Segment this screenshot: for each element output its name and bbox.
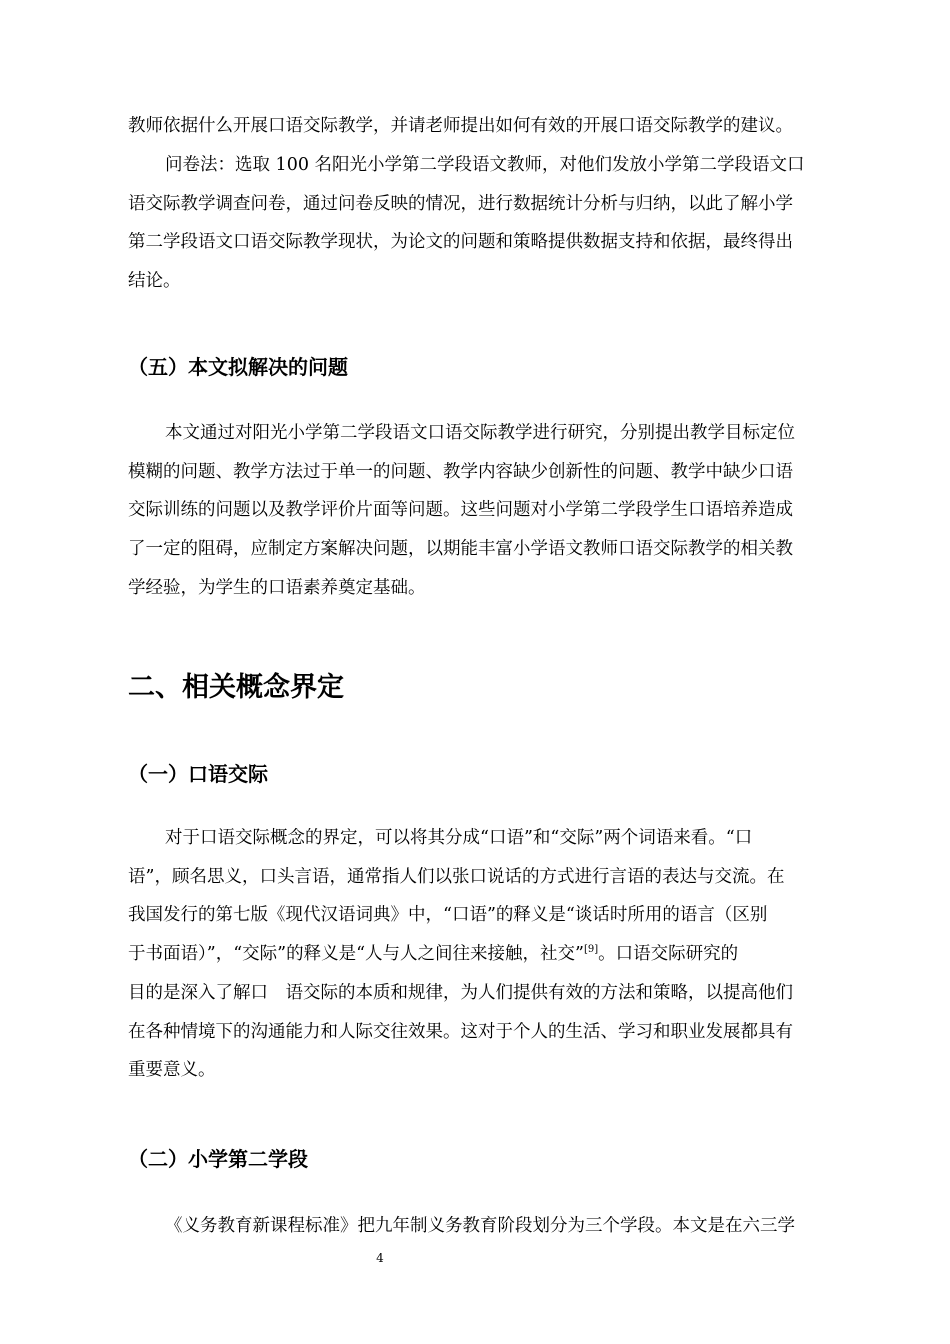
paragraph-oral-communication — [128, 819, 860, 1090]
text-line: 结论。 — [128, 271, 181, 292]
section-heading-5: （五）本文拟解决的问题 — [128, 355, 348, 379]
section-heading-second-stage: （二）小学第二学段 — [128, 1147, 308, 1171]
text-line: 《义务教育新课程标准》把九年制义务教育阶段划分为三个学段。本文是在六三学 — [165, 1216, 795, 1236]
text-fragment: 。口语交际研究的 — [598, 944, 739, 965]
text-line: 学经验，为学生的口语素养奠定基础。 — [128, 577, 426, 598]
text-line: 重要意义。 — [128, 1060, 216, 1081]
text-line: 语”，顾名思义，口头言语，通常指人们以张口说话的方式进行言语的表达与交流。在 — [128, 866, 785, 887]
text-line: 本文通过对阳光小学第二学段语文口语交际教学进行研究，分别提出教学目标定位 — [165, 423, 795, 443]
text-line: 语交际教学调查问卷，通过问卷反映的情况，进行数据统计分析与归纳，以此了解小学 — [128, 193, 793, 214]
paragraph-problems — [128, 414, 860, 608]
section-heading-oral-communication: （一）口语交际 — [128, 762, 268, 786]
text-line: 了一定的阻碍，应制定方案解决问题，以期能丰富小学语文教师口语交际教学的相关教 — [128, 539, 793, 560]
text-line: 对于口语交际概念的界定，可以将其分成“口语”和“交际”两个词语来看。“口 — [165, 828, 753, 848]
text-line: 目的是深入了解口 语交际的本质和规律，为人们提供有效的方法和策略，以提高他们 — [128, 982, 793, 1003]
chapter-heading: 二、相关概念界定 — [128, 672, 344, 703]
text-fragment: 于书面语）”，“交际”的释义是“人与人之间往来接触，社交” — [128, 944, 584, 965]
citation-ref: [9] — [583, 944, 599, 956]
text-line: 模糊的问题、教学方法过于单一的问题、教学内容缺少创新性的问题、教学中缺少口语 — [128, 461, 793, 482]
page-number: 4 — [376, 1251, 384, 1265]
text-line-with-citation — [128, 935, 860, 974]
text-line: 问卷法：选取 100 名阳光小学第二学段语文教师，对他们发放小学第二学段语文口 — [165, 155, 805, 175]
paragraph-second-stage — [128, 1207, 860, 1246]
paragraph-survey-method — [128, 146, 860, 301]
text-line: 我国发行的第七版《现代汉语词典》中，“口语”的释义是“谈话时所用的语言（区别 — [128, 905, 768, 926]
text-line: 第二学段语文口语交际教学现状，为论文的问题和策略提供数据支持和依据，最终得出 — [128, 232, 793, 253]
text-line: 在各种情境下的沟通能力和人际交往效果。这对于个人的生活、学习和职业发展都具有 — [128, 1021, 793, 1042]
paragraph-method-end — [128, 107, 860, 146]
text-line: 教师依据什么开展口语交际教学，并请老师提出如何有效的开展口语交际教学的建议。 — [128, 116, 793, 136]
text-line: 交际训练的问题以及教学评价片面等问题。这些问题对小学第二学段学生口语培养造成 — [128, 500, 793, 521]
